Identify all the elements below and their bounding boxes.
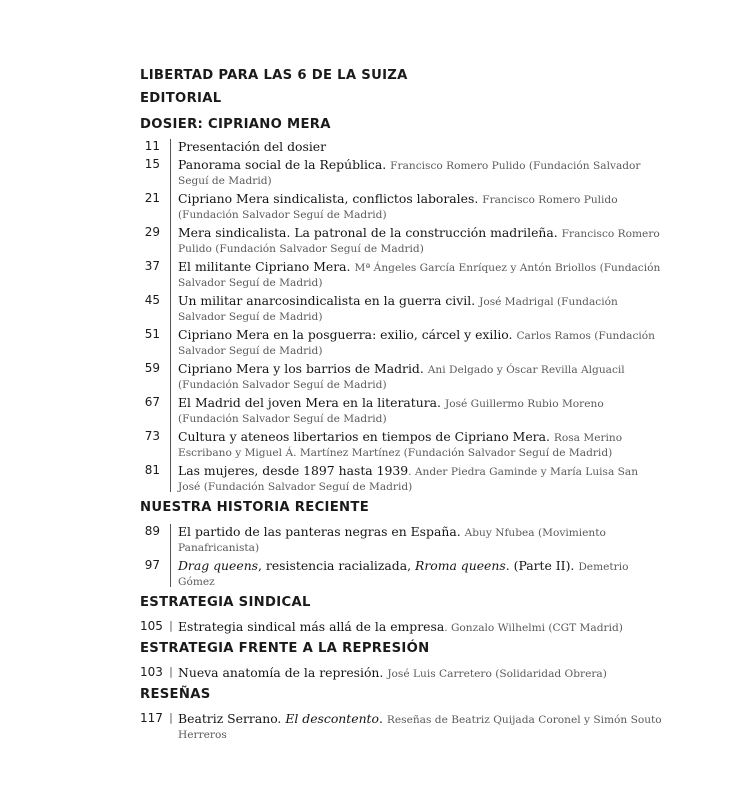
entry-author: Abuy Nfubea (Movimiento Panafricanista) xyxy=(178,527,606,554)
section-resenas xyxy=(140,685,680,742)
page-number: 45 xyxy=(144,293,160,307)
page-number: 11 xyxy=(144,139,160,153)
entry-author: Rosa Merino Escribano y Miguel Á. Martínez Martínez (Fundación Salvador Seguí de Madrid) xyxy=(178,432,623,459)
page-number: 51 xyxy=(144,327,160,341)
entry-title: Cipriano Mera sindicalista, conflictos laborales. xyxy=(178,191,479,206)
title-part: , resistencia racializada, xyxy=(258,558,416,573)
entry-title: Un militar anarcosindicalista en la guerra civil. xyxy=(178,293,476,308)
section-libertad xyxy=(140,66,680,86)
page-number: 103 xyxy=(140,665,163,679)
separator-bar: | xyxy=(169,711,173,724)
entry-author: . Ander Piedra Gaminde y María Luisa San José (Fundación Salvador Seguí de Madrid) xyxy=(178,466,639,493)
title-italic: Rroma queens xyxy=(415,558,506,573)
toc-entry[interactable] xyxy=(140,523,680,555)
entry-title: Cultura y ateneos libertarios en tiempos de Cipriano Mera. xyxy=(178,429,550,444)
section-estrategia-represion xyxy=(140,639,680,681)
entry-author: Ani Delgado y Óscar Revilla Alguacil (Fundación Salvador Seguí de Madrid) xyxy=(178,364,625,391)
page-number: 97 xyxy=(144,558,160,572)
title-italic: Drag queens xyxy=(178,558,259,573)
section-title: ESTRATEGIA FRENTE A LA REPRESIÓN xyxy=(140,641,430,656)
entry-author: Francisco Romero Pulido (Fundación Salvador Seguí de Madrid) xyxy=(178,194,618,221)
title-part: . xyxy=(379,711,383,726)
page-number: 81 xyxy=(144,463,160,477)
page-number: 59 xyxy=(144,361,160,375)
section-editorial xyxy=(140,89,680,109)
separator-bar: | xyxy=(169,665,173,678)
title-part: Beatriz Serrano. xyxy=(178,711,286,726)
section-title: DOSIER: CIPRIANO MERA xyxy=(140,117,331,132)
toc-entry[interactable] xyxy=(140,224,680,256)
entry-title: El Madrid del joven Mera en la literatura. xyxy=(178,395,441,410)
page-number: 67 xyxy=(144,395,160,409)
section-title: ESTRATEGIA SINDICAL xyxy=(140,595,311,610)
entry-title: El militante Cipriano Mera. xyxy=(178,259,351,274)
section-title: LIBERTAD PARA LAS 6 DE LA SUIZA xyxy=(140,68,408,83)
section-dosier xyxy=(140,115,680,494)
entry-list xyxy=(140,664,680,681)
toc-entry[interactable] xyxy=(140,156,680,188)
section-title: RESEÑAS xyxy=(140,687,211,702)
entry-author: Mª Ángeles García Enríquez y Antón Briollos (Fundación Salvador Seguí de Madrid) xyxy=(178,262,661,289)
entry-title: Cipriano Mera y los barrios de Madrid. xyxy=(178,361,424,376)
toc-entry[interactable] xyxy=(140,664,680,681)
entry-author: Francisco Romero Pulido (Fundación Salvador Seguí de Madrid) xyxy=(178,228,660,255)
toc-entry[interactable] xyxy=(140,394,680,426)
entry-title: Nueva anatomía de la represión. xyxy=(178,665,384,680)
section-estrategia-sindical xyxy=(140,593,680,635)
toc-entry[interactable] xyxy=(140,557,680,589)
entry-author: José Madrigal (Fundación Salvador Seguí de Madrid) xyxy=(178,296,618,323)
entry-list xyxy=(140,523,680,589)
page-number: 105 xyxy=(140,619,163,633)
entry-title: Las mujeres, desde 1897 hasta 1939 xyxy=(178,463,409,478)
entry-title: Cipriano Mera en la posguerra: exilio, cárcel y exilio. xyxy=(178,327,513,342)
entry-list xyxy=(140,710,680,742)
page-number: 21 xyxy=(144,191,160,205)
page-number: 37 xyxy=(144,259,160,273)
entry-list xyxy=(140,138,680,494)
toc-entry[interactable] xyxy=(140,258,680,290)
toc-entry[interactable] xyxy=(140,326,680,358)
title-italic: El descontento xyxy=(285,711,379,726)
separator-bar: | xyxy=(169,619,173,632)
toc-entry[interactable] xyxy=(140,710,680,742)
page-number: 15 xyxy=(144,157,160,171)
toc-entry[interactable] xyxy=(140,428,680,460)
entry-title: Presentación del dosier xyxy=(178,139,327,154)
toc-entry[interactable] xyxy=(140,360,680,392)
entry-author: . Gonzalo Wilhelmi (CGT Madrid) xyxy=(444,622,623,634)
entry-title: Panorama social de la República. xyxy=(178,157,387,172)
page-number: 73 xyxy=(144,429,160,443)
entry-title: El partido de las panteras negras en España. xyxy=(178,524,461,539)
entry-list xyxy=(140,618,680,635)
entry-author: Francisco Romero Pulido (Fundación Salvador Seguí de Madrid) xyxy=(178,160,641,187)
page-number: 117 xyxy=(140,711,163,725)
entry-title: Mera sindicalista. La patronal de la construcción madrileña. xyxy=(178,225,558,240)
table-of-contents xyxy=(140,66,680,746)
entry-author: Demetrio Gómez xyxy=(178,561,629,588)
entry-author: Reseñas de Beatriz Quijada Coronel y Simón Souto Herreros xyxy=(178,714,662,741)
page-number: 29 xyxy=(144,225,160,239)
section-title: NUESTRA HISTORIA RECIENTE xyxy=(140,500,370,515)
toc-entry[interactable] xyxy=(140,462,680,494)
entry-title: Estrategia sindical más allá de la empresa xyxy=(178,619,445,634)
toc-entry[interactable] xyxy=(140,190,680,222)
entry-title xyxy=(178,711,383,726)
section-title: EDITORIAL xyxy=(140,91,222,106)
title-part: . (Parte II). xyxy=(505,558,575,573)
toc-entry[interactable] xyxy=(140,618,680,635)
entry-author: José Guillermo Rubio Moreno (Fundación Salvador Seguí de Madrid) xyxy=(178,398,604,425)
entry-title xyxy=(178,558,574,573)
toc-entry[interactable] xyxy=(140,138,680,154)
section-nuestra-historia xyxy=(140,498,680,589)
page-number: 89 xyxy=(144,524,160,538)
entry-author: José Luis Carretero (Solidaridad Obrera) xyxy=(387,668,607,680)
toc-entry[interactable] xyxy=(140,292,680,324)
entry-author: Carlos Ramos (Fundación Salvador Seguí de Madrid) xyxy=(178,330,656,357)
